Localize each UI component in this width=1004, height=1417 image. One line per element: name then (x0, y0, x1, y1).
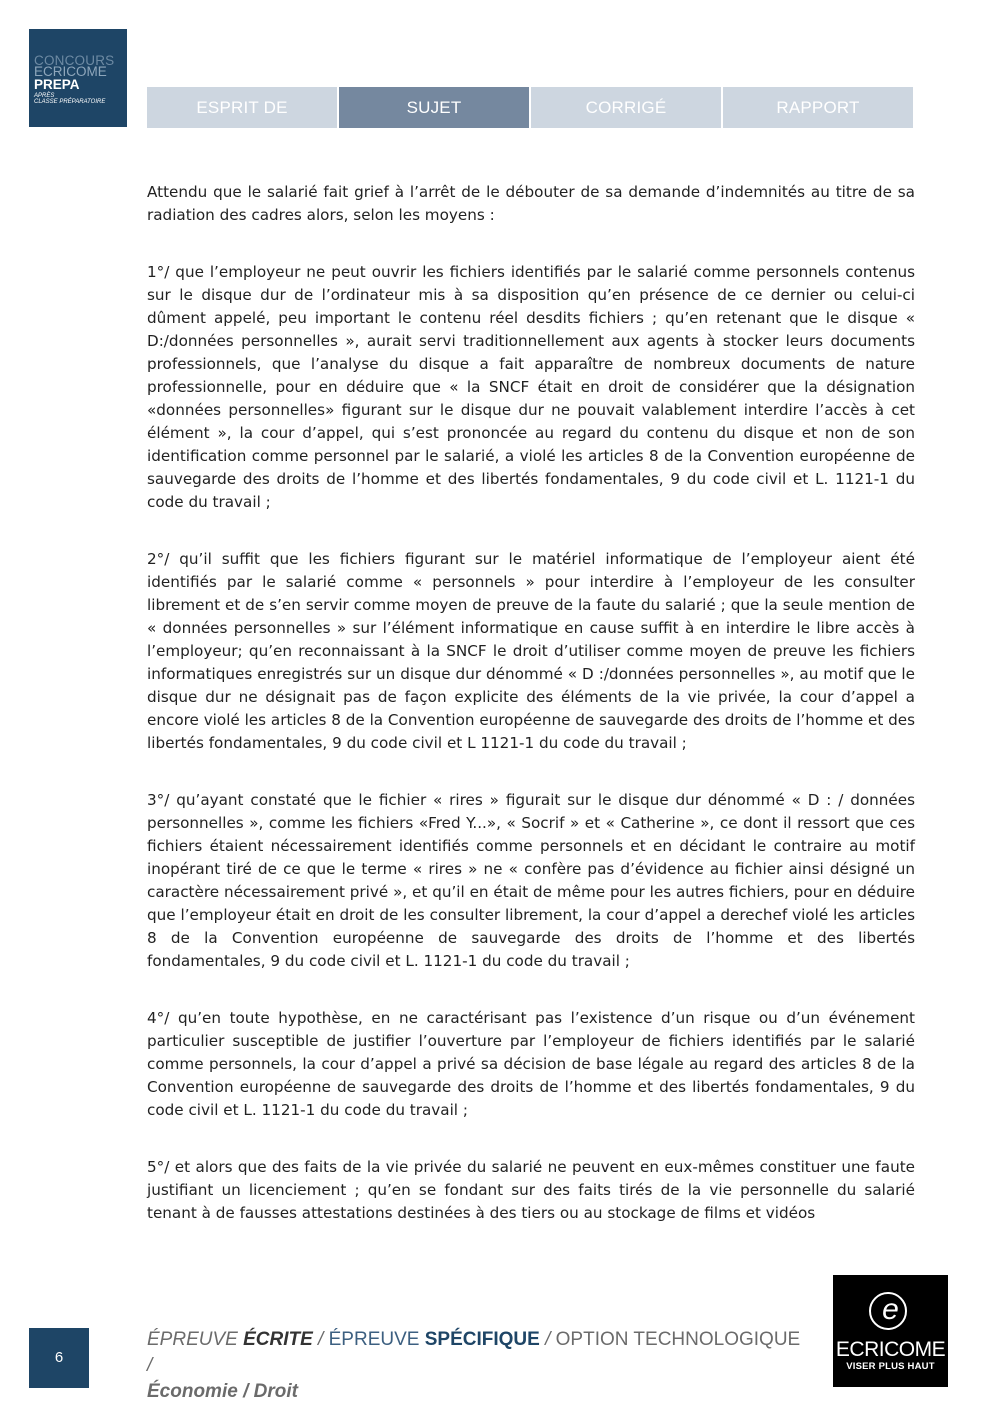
footer-epreuve: ÉPREUVE (147, 1329, 238, 1350)
footer-subject: Économie / Droit (147, 1381, 298, 1402)
brand-name: ECRICOME (835, 1338, 946, 1361)
paragraph-moyen-4: 4°/ qu’en toute hypothèse, en ne caractérisant pas l’existence d’un risque ou d’un événement particulier susceptible de justifier l’ouverture par l’employeur de fichiers identifiés par le salarié comme personnels, la cour d’appel a privé sa décision de base légale au regard des articles 8 de la Convention européenne de sauvegarde des droits de l’homme et des libertés fondamentales, 9 du code civil et L. 1121-1 du code du travail ; (147, 1009, 915, 1119)
paragraph-moyen-2: 2°/ qu’il suffit que les fichiers figurant sur le matériel informatique de l’employeur aient été identifiés par le salarié comme « personnels » pour interdire à l’employeur de les consulter librement et de s’en servir comme moyen de preuve de la faute du salarié ; que la seule mention de « données personnelles » sur l’élément informatique en cause suffit à en interdire le libre accès à l’employeur; qu’en reconnaissant à la SNCF le droit d’utiliser comme moyen de preuve les fichiers informatiques enregistrés sur un disque dur dénommé « D :/données personnelles », au motif que le disque dur ne désignait pas de façon explicite des éléments de la vie privée, la cour d’appel a encore violé les articles 8 de la Convention européenne de sauvegarde des droits de l’homme et des libertés fondamentales, 9 du code civil et L 1121-1 du code du travail ; (147, 550, 916, 752)
paragraph-moyen-1: 1°/ que l’employeur ne peut ouvrir les fichiers identifiés par le salarié comme personnels contenus sur le disque dur de l’ordinateur mis à sa disposition qu’en présence de ce dernier ou celui-ci dûment appelé, peu important le contenu réel desdits fichiers ; qu’en retenant que le disque « D:/données personnelles », aurait servi traditionnellement aux agents à stocker leurs documents professionnels, que l’analyse du disque a fait apparaître de nombreux documents de nature professionnelle, pour en déduire que « la SNCF était en droit de considérer que la désignation «données personnelles» figurant sur le disque dur ne pouvait valablement interdire l’accès à cet élément », la cour d’appel, qui s’est prononcée au regard du contenu du disque et non de son identification comme personnel par le salarié, a violé les articles 8 de la Convention européenne de sauvegarde des droits de l’homme et des libertés fondamentales, 9 du code civil et L. 1121-1 du code du travail ; (147, 263, 915, 511)
brand-e-icon: e (882, 1293, 899, 1326)
brand-tagline: VISER PLUS HAUT (846, 1361, 935, 1372)
paragraph-moyen-3: 3°/ qu’ayant constaté que le fichier « rires » figurait sur le disque dur dénommé « D : / données personnelles », comme les fichiers «Fred Y...», « Socrif » et « Catherine », ce dont il ressort que ces fichiers étaient nécessairement identifiés comme personnels et en décidant le contraire au motif inopérant tiré de ce que le terme « rires » ne « confère pas d’évidence au fichier ainsi désigné un caractère nécessairement privé », et qu’il en était de même pour les autres fichiers, pour en déduire que l’employeur était en droit de les consulter librement, la cour d’appel a derechef violé les articles 8 de la Convention européenne de sauvegarde des droits de l’homme et des libertés fondamentales, 9 du code civil et L. 1121-1 du code du travail ; (147, 791, 915, 970)
ecricome-brand-logo (833, 1275, 948, 1387)
paragraph-moyen-5: 5°/ et alors que des faits de la vie privée du salarié ne peuvent en eux-mêmes constituer une faute justifiant un licenciement ; qu’en se fondant sur des faits tirés de la vie personnelle du salarié tenant à de fausses attestations destinées à des tiers ou au stockage de films et vidéos (147, 1158, 915, 1222)
tab-rapport[interactable]: RAPPORT (723, 87, 913, 128)
paragraph-intro: Attendu que le salarié fait grief à l’arrêt de le débouter de sa demande d’indemnités au titre de sa radiation des cadres alors, selon les moyens : (147, 183, 915, 224)
logo-apres-text: APRÈS (34, 93, 55, 99)
section-tabs (147, 87, 913, 158)
footer-separator-2: / (539, 1329, 556, 1350)
logo-ecricome-text: ECRICOME (34, 64, 107, 79)
footer-separator-3: / (147, 1355, 153, 1376)
tab-sujet[interactable]: SUJET (339, 87, 529, 128)
logo-prepa-text: PREPA (34, 77, 80, 92)
page-number: 6 (29, 1328, 89, 1388)
logo-concours-text: CONCOURS (34, 53, 115, 68)
tab-corrige[interactable]: CORRIGÉ (531, 87, 721, 128)
footer-epreuve-2: ÉPREUVE (328, 1329, 420, 1350)
footer-line-1 (147, 1327, 807, 1379)
footer-option: OPTION TECHNOLOGIQUE (555, 1329, 801, 1350)
footer-separator-1: / (312, 1329, 329, 1350)
concours-logo (29, 29, 127, 127)
tab-esprit-epreuve[interactable]: ESPRIT DE L’ÉPREUVE (147, 87, 337, 128)
document-body (147, 181, 915, 1225)
footer-ecrite: ÉCRITE (243, 1329, 313, 1350)
footer-exam-info (147, 1327, 807, 1405)
logo-classe-text: CLASSE PRÉPARATOIRE (34, 99, 106, 105)
footer-specifique: SPÉCIFIQUE (424, 1329, 540, 1350)
